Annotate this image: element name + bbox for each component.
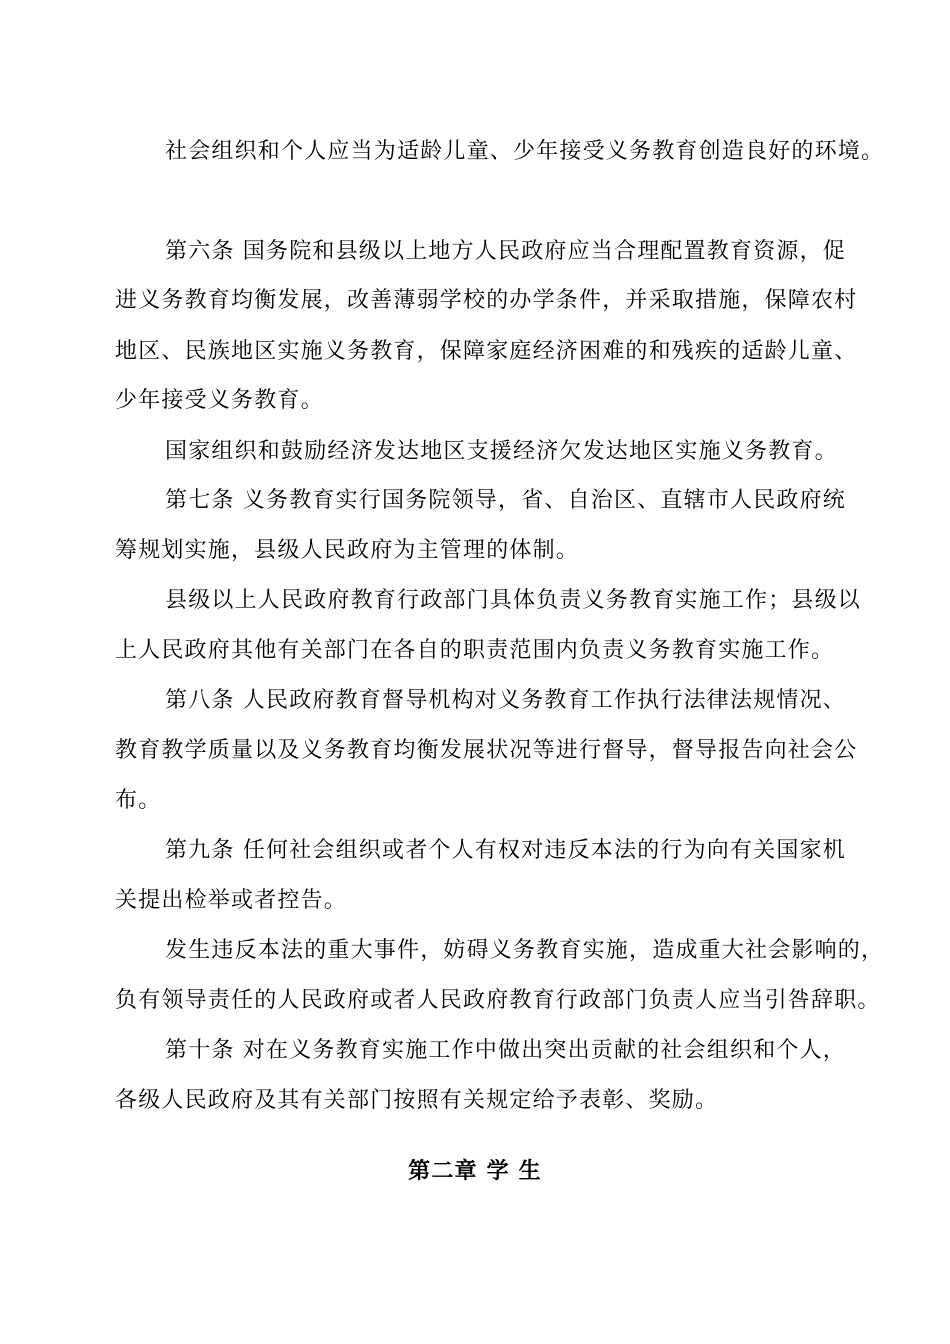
text-line: 地区、民族地区实施义务教育，保障家庭经济困难的和残疾的适龄儿童、: [115, 339, 858, 364]
text-line: 进义务教育均衡发展，改善薄弱学校的办学条件，并采取措施，保障农村: [115, 288, 858, 313]
text-line: 负有领导责任的人民政府或者人民政府教育行政部门负责人应当引咎辞职。: [115, 988, 881, 1013]
text-line: 关提出检举或者控告。: [115, 888, 348, 913]
text-line: 布。: [115, 788, 162, 813]
article-7-line: 第七条 义务教育实行国务院领导，省、自治区、直辖市人民政府统: [165, 488, 846, 513]
article-8-line: 第八条 人民政府教育督导机构对义务教育工作执行法律法规情况、: [165, 688, 846, 713]
text-line: 教育教学质量以及义务教育均衡发展状况等进行督导，督导报告向社会公: [115, 738, 858, 763]
text-line: 县级以上人民政府教育行政部门具体负责义务教育实施工作；县级以: [165, 588, 862, 613]
chapter-heading: 第二章 学 生: [408, 1158, 542, 1184]
text-line: 社会组织和个人应当为适龄儿童、少年接受义务教育创造良好的环境。: [165, 139, 885, 164]
article-10-line: 第十条 对在义务教育实施工作中做出突出贡献的社会组织和个人，: [165, 1038, 846, 1063]
text-line: 筹规划实施，县级人民政府为主管理的体制。: [115, 538, 580, 563]
text-line: 各级人民政府及其有关部门按照有关规定给予表彰、奖励。: [115, 1088, 719, 1113]
text-line: 少年接受义务教育。: [115, 388, 324, 413]
text-line: 国家组织和鼓励经济发达地区支援经济欠发达地区实施义务教育。: [165, 439, 838, 464]
article-9-line: 第九条 任何社会组织或者个人有权对违反本法的行为向有关国家机: [165, 838, 846, 863]
text-line: 上人民政府其他有关部门在各自的职责范围内负责义务教育实施工作。: [115, 638, 835, 663]
article-6-line: 第六条 国务院和县级以上地方人民政府应当合理配置教育资源，促: [165, 239, 846, 264]
text-line: 发生违反本法的重大事件，妨碍义务教育实施，造成重大社会影响的，: [165, 938, 885, 963]
